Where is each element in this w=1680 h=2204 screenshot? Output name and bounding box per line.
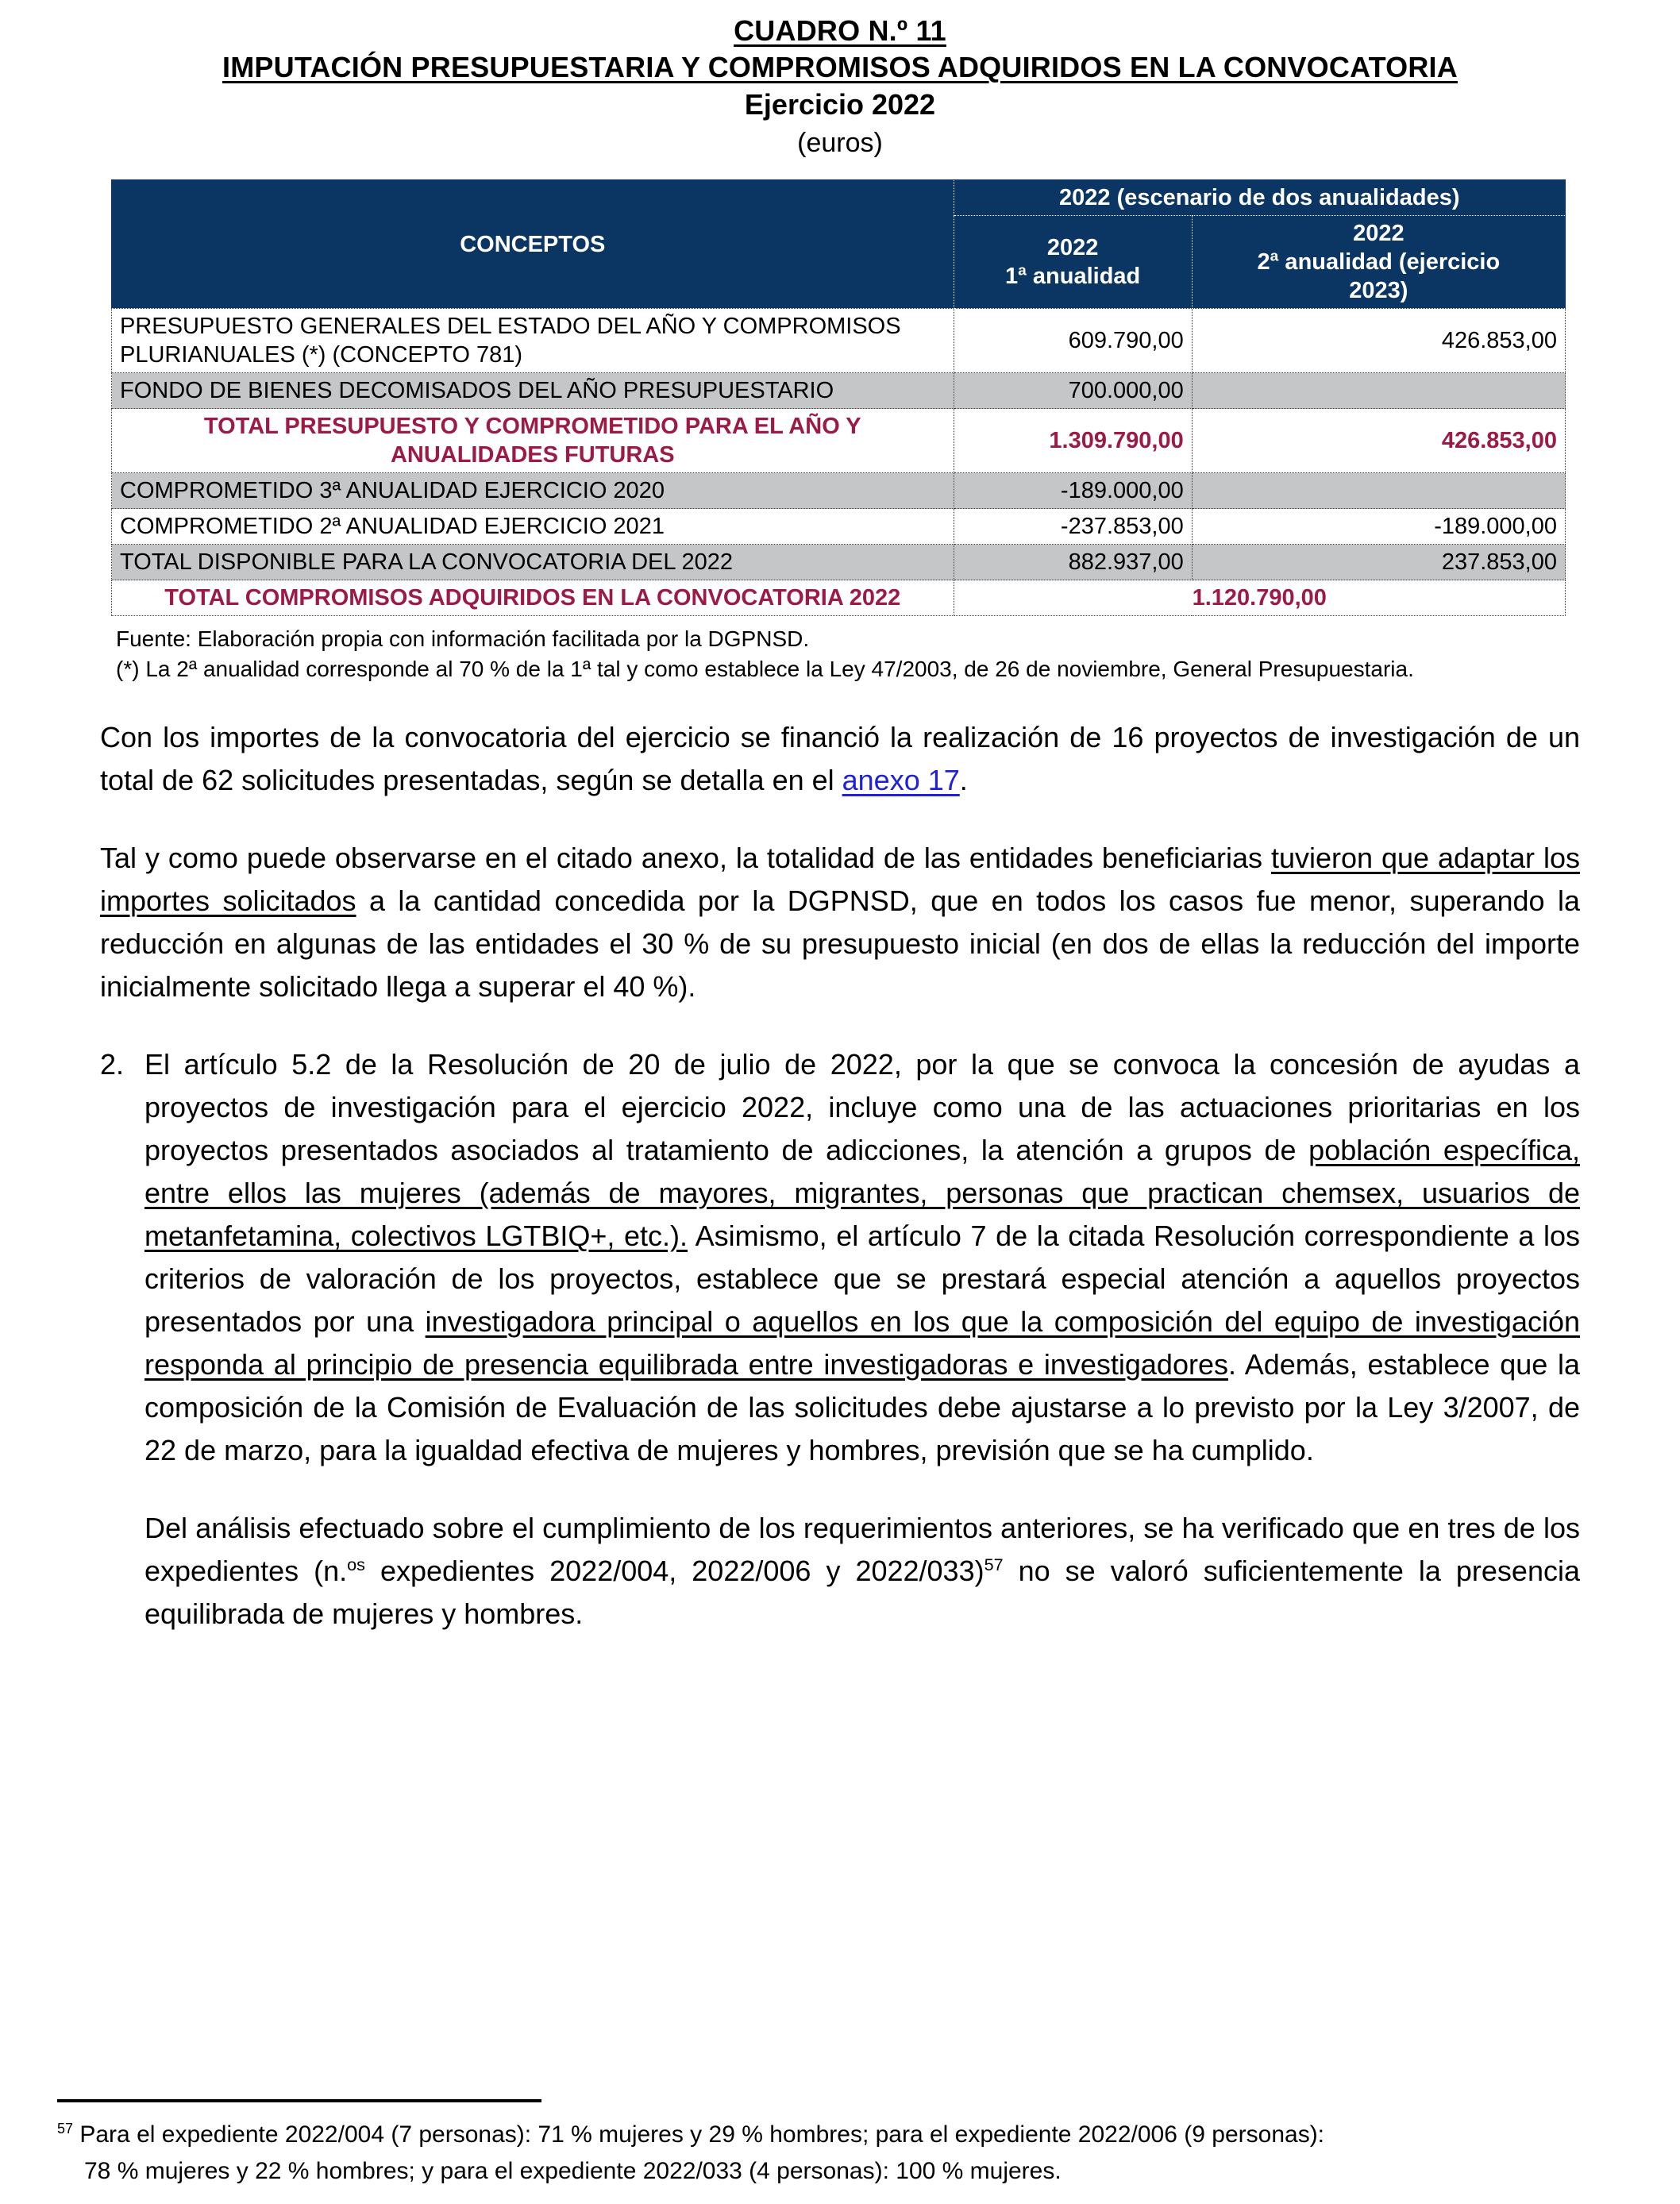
row-value-anualidad-2 (1192, 473, 1565, 509)
header-anualidad-2 (1192, 216, 1565, 309)
row-value-anualidad-2: 426.853,00 (1192, 309, 1565, 373)
header-anualidad-1 (954, 216, 1192, 309)
item2-p2-text-a: Del análisis efectuado sobre el cumplimiento de los requerimientos anteriores, se ha verificado que en tres de los expedientes (n. (144, 1512, 1580, 1587)
paragraph-entidades-beneficiarias (100, 837, 1580, 1008)
source-line-1: Fuente: Elaboración propia con información facilitada por la DGPNSD. (116, 626, 810, 651)
row-concept: TOTAL PRESUPUESTO Y COMPROMETIDO PARA EL AÑO Y ANUALIDADES FUTURAS (112, 409, 954, 473)
final-total-value: 1.120.790,00 (954, 580, 1565, 616)
table-header-row-1 (112, 180, 1566, 216)
page-title-units: (euros) (797, 128, 883, 158)
paragraph-financiacion-a: Con los importes de la convocatoria del ejercicio se financió la realización de 16 proyectos de investigación de un total de 62 solicitudes presentadas, según se detalla en el (100, 721, 1580, 796)
page-title-cuadro (0, 13, 1680, 49)
paragraph-financiacion-b: . (959, 764, 968, 796)
item2-superscript-os: os (347, 1555, 365, 1574)
document-body (0, 716, 1680, 1636)
row-value-anualidad-2: 237.853,00 (1192, 545, 1565, 580)
item2-underlined-investigadora: investigadora principal o aquellos en los que la composición del equipo de investigación responda al principio de presencia equilibrada entre investigadoras e investigadores (144, 1305, 1581, 1381)
row-value-anualidad-1: 700.000,00 (954, 373, 1192, 409)
paragraph-financiacion (100, 716, 1580, 802)
row-value-anualidad-1: 882.937,00 (954, 545, 1192, 580)
row-concept: TOTAL DISPONIBLE PARA LA CONVOCATORIA DEL 2022 (112, 545, 954, 580)
item2-text-b: Asimismo, el artículo 7 de la citada Resolución correspondiente a los criterios de valoración de los proyectos, establece que se prestará especial atención a aquellos proyectos presentados por una (144, 1220, 1581, 1338)
row-value-anualidad-1: -237.853,00 (954, 509, 1192, 545)
header-anualidad-1-label: 1ª anualidad (1005, 264, 1141, 289)
header-scenario: 2022 (escenario de dos anualidades) (954, 180, 1565, 216)
anexo-17-link[interactable]: anexo 17 (842, 764, 960, 796)
row-value-anualidad-2: 426.853,00 (1192, 409, 1565, 473)
paragraph-entidades-a: Tal y como puede observarse en el citado anexo, la totalidad de las entidades beneficiarias (100, 842, 1271, 874)
budget-table (111, 179, 1566, 616)
row-value-anualidad-2 (1192, 373, 1565, 409)
document-title-block (0, 0, 1680, 162)
header-anualidad-1-year: 2022 (1046, 235, 1099, 260)
table-row-total (112, 409, 1566, 473)
footnote-area (0, 2099, 1680, 2190)
source-line-2: (*) La 2ª anualidad corresponde al 70 % de la 1ª tal y como establece la Ley 47/2003, de 26 de noviembre, General Presupuestaria. (116, 657, 1414, 681)
header-anualidad-2-label: 2ª anualidad (ejercicio (1257, 249, 1501, 275)
final-total-concept: TOTAL COMPROMISOS ADQUIRIDOS EN LA CONVOCATORIA 2022 (112, 580, 954, 616)
item2-paragraph-1 (144, 1043, 1580, 1472)
table-source-notes (116, 624, 1569, 684)
header-anualidad-2-label2: 2023) (1349, 278, 1408, 303)
footnote-separator-rule (57, 2099, 541, 2102)
page-title-main (0, 49, 1680, 86)
item2-text-c: . Además, establece que la composición de la Comisión de Evaluación de las solicitudes debe ajustarse a lo previsto por la Ley 3/2007, de 22 de marzo, para la igualdad efectiva de mujeres y hombres, previsión que se ha cumplido. (144, 1348, 1581, 1466)
budget-table-body (112, 309, 1566, 616)
row-concept: PRESUPUESTO GENERALES DEL ESTADO DEL AÑO Y COMPROMISOS PLURIANUALES (*) (CONCEPTO 781) (112, 309, 954, 373)
footnote-57-marker: 57 (57, 2121, 74, 2137)
numbered-item-2 (100, 1043, 1580, 1636)
footnote-ref-57[interactable]: 57 (984, 1555, 1004, 1574)
row-value-anualidad-1: 1.309.790,00 (954, 409, 1192, 473)
numbered-item-2-marker: 2. (100, 1048, 125, 1081)
item2-p2-text-b: expedientes 2022/004, 2022/006 y 2022/033) (364, 1555, 984, 1587)
footnote-57 (49, 2117, 1631, 2190)
row-concept: COMPROMETIDO 2ª ANUALIDAD EJERCICIO 2021 (112, 509, 954, 545)
table-row (112, 473, 1566, 509)
item2-p2-text-c: no se valoró suficientemente la presencia equilibrada de mujeres y hombres. (144, 1555, 1580, 1630)
page-title-ejercicio: Ejercicio 2022 (744, 88, 936, 121)
page-title-cuadro-text: CUADRO N.º 11 (734, 14, 946, 47)
item2-paragraph-2 (144, 1507, 1580, 1636)
header-conceptos: CONCEPTOS (112, 180, 954, 309)
paragraph-entidades-underlined: tuvieron que adaptar los importes solicitados (100, 842, 1581, 917)
budget-table-wrapper (111, 179, 1566, 616)
page-title-main-text: IMPUTACIÓN PRESUPUESTARIA Y COMPROMISOS ADQUIRIDOS EN LA CONVOCATORIA (222, 51, 1458, 83)
paragraph-entidades-b: a la cantidad concedida por la DGPNSD, que en todos los casos fue menor, superando la reducción en algunas de las entidades el 30 % de su presupuesto inicial (en dos de ellas la reducción del importe inicialmente solicitado llega a superar el 40 %). (100, 884, 1581, 1003)
budget-table-header (112, 180, 1566, 309)
table-row (112, 309, 1566, 373)
item2-underlined-poblacion: población específica, entre ellos las mujeres (además de mayores, migrantes, personas que practican chemsex, usuarios de metanfetamina, colectivos LGTBIQ+, etc.). (144, 1134, 1580, 1252)
row-value-anualidad-1: 609.790,00 (954, 309, 1192, 373)
item2-text-a: El artículo 5.2 de la Resolución de 20 de julio de 2022, por la que se convoca la concesión de ayudas a proyectos de investigación para el ejercicio 2022, incluye como una de las actuaciones prioritarias en los proyectos presentados asociados al tratamiento de adicciones, la atención a grupos de (144, 1048, 1580, 1166)
numbered-item-2-body (144, 1043, 1580, 1636)
table-row (112, 509, 1566, 545)
row-value-anualidad-1: -189.000,00 (954, 473, 1192, 509)
footnote-57-line2: 78 % mujeres y 22 % hombres; y para el expediente 2022/033 (4 personas): 100 % mujeres. (84, 2158, 1062, 2184)
table-row (112, 545, 1566, 580)
table-row-final-total (112, 580, 1566, 616)
row-value-anualidad-2: -189.000,00 (1192, 509, 1565, 545)
footnote-57-line1: Para el expediente 2022/004 (7 personas): 71 % mujeres y 29 % hombres; para el expediente 2022/006 (9 personas): (73, 2121, 1325, 2148)
row-concept: COMPROMETIDO 3ª ANUALIDAD EJERCICIO 2020 (112, 473, 954, 509)
table-row (112, 373, 1566, 409)
row-concept: FONDO DE BIENES DECOMISADOS DEL AÑO PRESUPUESTARIO (112, 373, 954, 409)
header-anualidad-2-year: 2022 (1353, 221, 1404, 246)
